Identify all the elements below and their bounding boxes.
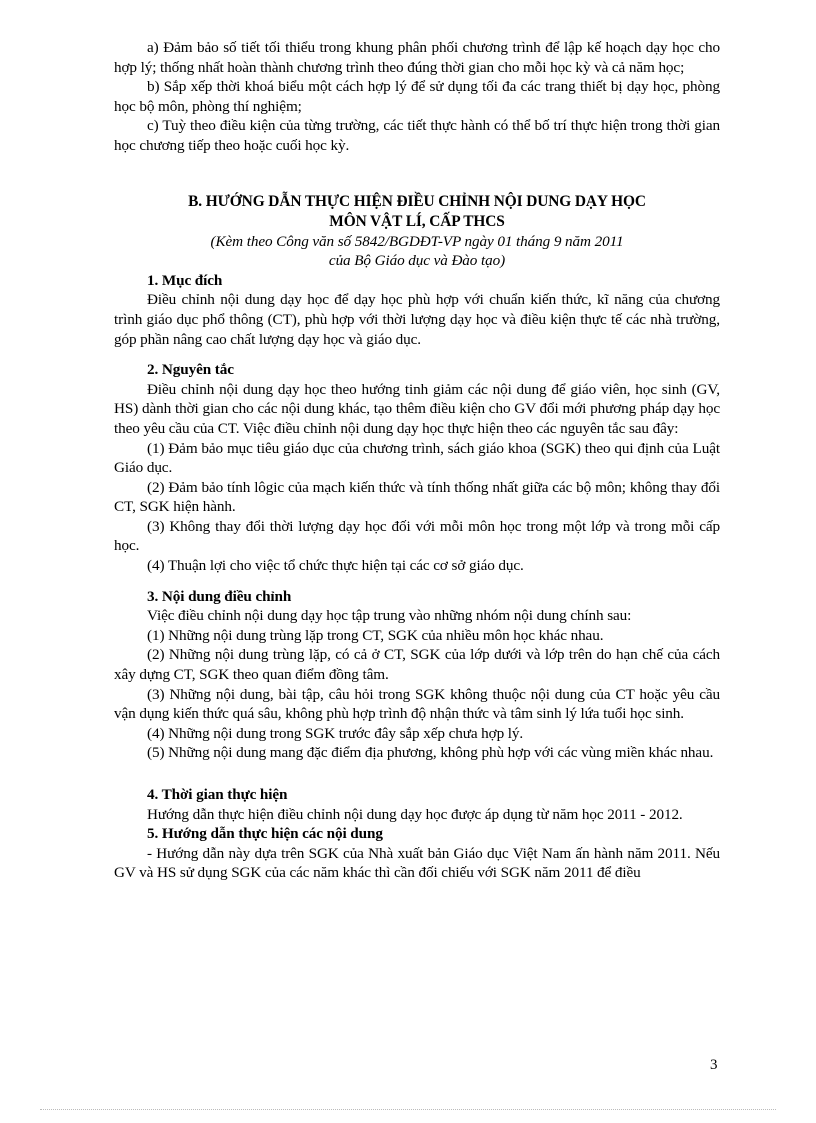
document-page [114,38,720,883]
heading-nguyen-tac: 2. Nguyên tắc [147,361,234,379]
list-item: (5) Những nội dung mang đặc điểm địa phương, không phù hợp với các vùng miền khác nhau. [147,744,714,762]
paragraph: - Hướng dẫn này dựa trên SGK của Nhà xuất bản Giáo dục Việt Nam ấn hành năm 2011. Nếu GV và HS sử dụng SGK của các năm khác thì cần đối chiếu với SGK năm 2011 để điều [114,844,720,882]
subtitle-line-1: (Kèm theo Công văn số 5842/BGDĐT-VP ngày 01 tháng 9 năm 2011 [210,232,624,250]
paragraph: Điều chỉnh nội dung dạy học theo hướng tinh giảm các nội dung để giáo viên, học sinh (GV, HS) dành thời gian cho các nội dung khác, tạo thêm điều kiện cho GV đổi mới phương pháp dạy học theo yêu cầu của CT. Việc điều chỉnh nội dung dạy học thực hiện theo các nguyên tắc sau đây: [114,380,720,437]
page-number: 3 [710,1057,718,1073]
paragraph: Việc điều chỉnh nội dung dạy học tập trung vào những nhóm nội dung chính sau: [147,607,632,625]
heading-huong-dan-thuc-hien: 5. Hướng dẫn thực hiện các nội dung [147,825,383,843]
heading-thoi-gian-thuc-hien: 4. Thời gian thực hiện [147,786,288,803]
intro-list [114,38,720,156]
heading-noi-dung-dieu-chinh: 3. Nội dung điều chỉnh [147,587,292,605]
list-item: (1) Đảm bảo mục tiêu giáo dục của chương trình, sách giáo khoa (SGK) theo qui định của Luật Giáo dục. [114,439,720,477]
section-title-line-2: MÔN VẬT LÍ, CẤP THCS [329,212,505,230]
list-item: (2) Đảm bảo tính lôgic của mạch kiến thức và tính thống nhất giữa các bộ môn; không thay đổi CT, SGK hiện hành. [114,478,720,516]
intro-item-a: a) Đảm bảo số tiết tối thiểu trong khung phân phối chương trình để lập kế hoạch dạy học cho hợp lý; thống nhất hoàn thành chương trình theo đúng thời gian cho mỗi học kỳ và cả năm học; [114,39,720,76]
heading-muc-dich: 1. Mục đích [147,271,223,289]
paragraph: Hướng dẫn thực hiện điều chỉnh nội dung dạy học được áp dụng từ năm học 2011 - 2012. [147,805,683,823]
intro-item-c: c) Tuỳ theo điều kiện của từng trường, các tiết thực hành có thể bố trí thực hiện trong thời gian học chương tiếp theo hoặc cuối học kỳ. [114,117,720,154]
list-item: (4) Thuận lợi cho việc tổ chức thực hiện tại các cơ sở giáo dục. [147,557,524,575]
list-item: (3) Những nội dung, bài tập, câu hỏi trong SGK không thuộc nội dung của CT hoặc yêu cầu vận dụng kiến thức quá sâu, không phù hợp trình độ nhận thức và tâm sinh lý lứa tuổi học sinh. [114,685,720,723]
list-item: (3) Không thay đổi thời lượng dạy học đối với mỗi môn học trong một lớp và trong mỗi cấp học. [114,517,720,555]
section-title-line-1: B. HƯỚNG DẪN THỰC HIỆN ĐIỀU CHỈNH NỘI DUNG DẠY HỌC [188,192,646,210]
list-item: (2) Những nội dung trùng lặp, có cả ở CT, SGK của lớp dưới và lớp trên do hạn chế của cách xây dựng CT, SGK theo quan điểm đồng tâm. [114,646,720,684]
page-divider [40,1109,776,1110]
subtitle-line-2: của Bộ Giáo dục và Đào tạo) [328,252,506,270]
list-item: (4) Những nội dung trong SGK trước đây sắp xếp chưa hợp lý. [147,724,524,742]
paragraph: Điều chỉnh nội dung dạy học để dạy học phù hợp với chuẩn kiến thức, kĩ năng của chương trình giáo dục phổ thông (CT), phù hợp với thời lượng dạy học và điều kiện thực tế các nhà trường, góp phần nâng cao chất lượng dạy học và giáo dục. [114,291,720,348]
list-item: (1) Những nội dung trùng lặp trong CT, SGK của nhiều môn học khác nhau. [147,626,604,644]
intro-item-b: b) Sắp xếp thời khoá biểu một cách hợp lý để sử dụng tối đa các trang thiết bị dạy học, phòng học bộ môn, phòng thí nghiệm; [114,78,720,115]
